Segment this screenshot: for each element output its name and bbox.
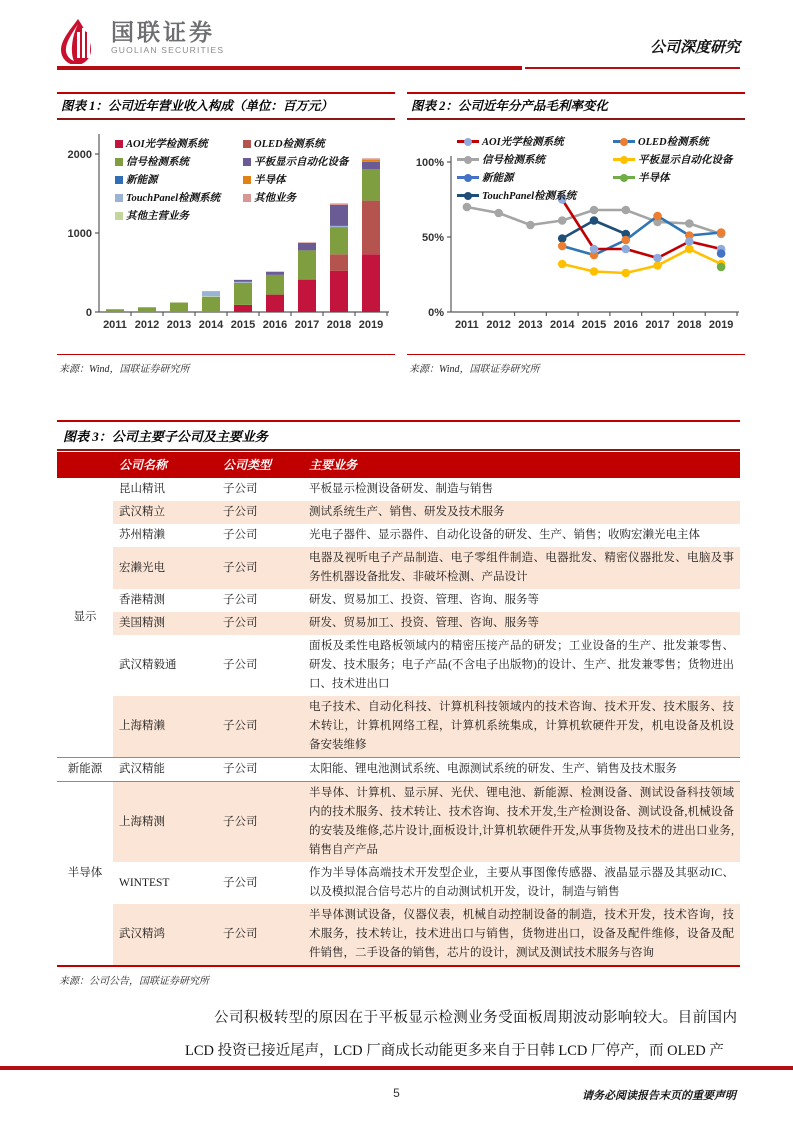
svg-text:0: 0 [85,307,92,319]
figure2-box [407,92,745,377]
company-name-cell: 苏州精濑 [119,529,165,541]
legend-item: 新能源 [457,170,603,185]
company-type-cell: 子公司 [217,547,303,589]
legend-item: OLED检测系统 [243,136,349,151]
figure2-legend [457,134,733,203]
body-paragraph: 公司积极转型的原因在于平板显示检测业务受面板周期波动影响较大。目前国内LCD 投资已接近尾声，LCD 厂商成长动能更多来自于日韩 LCD 厂停产，而 OLED 产 [185,1010,737,1059]
legend-item: OLED检测系统 [613,134,733,149]
legend-item: 其他主营业务 [115,208,233,223]
figure1-title: 图表 1：公司近年营业收入构成（单位：百万元） [57,92,395,120]
business-cell: 半导体测试设备，仪器仪表，机械自动控制设备的制造，技术开发，技术咨询，技术服务，技术转让，技术进出口与销售，货物进出口，设备及配件维修，设备及配件销售，二手设备的销售，芯片的设计，测试及测试技术服务与咨询 [303,904,740,966]
table-row [57,635,740,696]
brand-name-cn: 国联证券 [111,19,215,45]
legend-item: 半导体 [243,172,349,187]
guolian-logo-icon [57,18,103,64]
table-row [57,547,740,589]
company-type-cell: 子公司 [223,594,258,606]
company-name-cell: 武汉精毅通 [119,659,177,671]
legend-item: 新能源 [115,172,233,187]
company-name-cell: 上海精测 [113,782,217,863]
legend-color-chip [115,158,123,166]
legend-line-marker [457,191,479,200]
table-row [57,904,740,966]
svg-text:2013: 2013 [518,319,543,331]
figure1-box [57,92,395,377]
figure2-source: 来源：Wind，国联证券研究所 [407,354,745,377]
footer-disclaimer: 请务必阅读报告末页的重要声明 [582,1090,736,1102]
legend-color-chip [243,176,251,184]
company-type-cell: 子公司 [217,696,303,758]
svg-text:2000: 2000 [67,149,92,161]
figure2-chart [407,120,745,354]
business-cell: 平板显示检测设备研发、制造与销售 [309,483,493,495]
svg-text:2015: 2015 [230,319,256,331]
company-type-cell: 子公司 [217,501,303,524]
business-cell: 研发、贸易加工、投资、管理、咨询、服务等 [309,594,539,606]
footer-rule [0,1066,793,1070]
svg-text:2017: 2017 [645,319,670,331]
legend-color-chip [115,194,123,202]
business-cell: 半导体、计算机、显示屏、光伏、锂电池、新能源、检测设备、测试设备科技领域内的技术服务、技术转让、技术咨询、技术开发,生产检测设备、测试设备,机械设备的安装及维修,芯片设计,面板设计,计算机软硬件开发,从事货物及技术的进出口业务,销售自产产品 [303,782,740,863]
legend-line-marker [613,137,635,146]
svg-text:0%: 0% [428,307,444,319]
company-name-cell: 昆山精讯 [119,483,165,495]
legend-item: 半导体 [613,170,733,185]
business-cell: 作为半导体高端技术开发型企业，主要从事图像传感器、液晶显示器及其驱动IC、以及模拟混合信号芯片的自动测试机开发，设计，制造与销售 [309,867,734,898]
svg-text:100%: 100% [415,157,444,169]
business-cell: 太阳能、锂电池测试系统、电源测试系统的研发、生产、销售及技术服务 [303,758,740,782]
col-header-business: 主要业务 [303,452,740,478]
svg-text:2017: 2017 [294,319,320,331]
business-cell: 测试系统生产、销售、研发及技术服务 [303,501,740,524]
svg-text:2014: 2014 [198,319,224,331]
svg-text:2013: 2013 [166,319,192,331]
svg-text:50%: 50% [421,232,444,244]
company-name-cell: WINTEST [119,876,170,889]
legend-item: 信号检测系统 [115,154,233,169]
table-row [57,589,740,612]
group-label-cell: 新能源 [57,758,113,782]
legend-line-marker [457,137,479,146]
table-row [57,758,740,782]
company-name-cell: 上海精濑 [113,696,217,758]
legend-color-chip [243,158,251,166]
company-name-cell: 美国精测 [113,612,217,635]
figure1-legend [115,136,349,223]
company-type-cell: 子公司 [217,904,303,966]
col-header-type: 公司类型 [217,452,303,478]
company-name-cell: 武汉精立 [113,501,217,524]
svg-text:2018: 2018 [677,319,702,331]
figure3-box [57,420,740,987]
svg-text:2012: 2012 [134,319,160,331]
table-row [57,696,740,758]
company-type-cell: 子公司 [223,483,258,495]
company-type-cell: 子公司 [223,659,258,671]
legend-line-marker [613,173,635,182]
page-number: 5 [393,1086,400,1100]
report-type-label: 公司深度研究 [649,40,740,56]
svg-text:2018: 2018 [326,319,352,331]
legend-color-chip [243,140,251,148]
legend-line-marker [613,155,635,164]
svg-text:2014: 2014 [549,319,575,331]
legend-line-marker [457,155,479,164]
legend-line-marker [457,173,479,182]
svg-text:2019: 2019 [708,319,734,331]
figure3-title: 图表 3：公司主要子公司及主要业务 [57,420,740,451]
legend-color-chip [115,212,123,220]
company-name-cell: 香港精测 [119,594,165,606]
subsidiaries-table [57,452,740,967]
svg-text:2011: 2011 [454,319,479,331]
legend-item: TouchPanel检测系统 [457,188,603,203]
table-row [57,524,740,547]
svg-text:2015: 2015 [581,319,607,331]
figure1-chart [57,120,395,354]
svg-text:2016: 2016 [613,319,639,331]
business-cell: 面板及柔性电路板领域内的精密压接产品的研发；工业设备的生产、批发兼零售、研发、技术服务；电子产品(不含电子出版物)的设计、生产、批发兼零售；货物进出口、技术进出口 [309,640,734,690]
company-name-cell: 武汉精鸿 [113,904,217,966]
legend-color-chip [115,140,123,148]
legend-item: 其他业务 [243,190,349,205]
company-type-cell: 子公司 [217,782,303,863]
legend-item: AOI光学检测系统 [115,136,233,151]
legend-item: TouchPanel检测系统 [115,190,233,205]
company-type-cell: 子公司 [217,612,303,635]
business-cell: 研发、贸易加工、投资、管理、咨询、服务等 [303,612,740,635]
company-name-cell: 宏濑光电 [113,547,217,589]
business-cell: 电器及视听电子产品制造、电子零组件制造、电器批发、精密仪器批发、电脑及事务性机器设备批发、非破坏检测、产品设计 [303,547,740,589]
group-label-cell: 半导体 [57,782,113,967]
legend-color-chip [243,194,251,202]
svg-text:2016: 2016 [262,319,288,331]
company-type-cell: 子公司 [223,529,258,541]
table-row [57,478,740,501]
group-label-cell: 显示 [57,478,113,758]
brand-block [111,19,224,55]
legend-item: AOI光学检测系统 [457,134,603,149]
col-header-company: 公司名称 [113,452,217,478]
figure3-source: 来源：公司公告，国联证券研究所 [59,976,209,987]
figure2-title: 图表 2：公司近年分产品毛利率变化 [407,92,745,120]
table-row [57,501,740,524]
legend-item: 信号检测系统 [457,152,603,167]
table-row [57,862,740,904]
business-cell: 电子技术、自动化科技、计算机科技领域内的技术咨询、技术开发、技术服务、技术转让，计算机网络工程，计算机系统集成，计算机软硬件开发，机电设备及机设备安装维修 [303,696,740,758]
business-cell: 光电子器件、显示器件、自动化设备的研发、生产、销售；收购宏濑光电主体 [309,529,700,541]
company-name-cell: 武汉精能 [113,758,217,782]
table-row [57,782,740,863]
group-header-cell [57,452,113,478]
company-type-cell: 子公司 [217,758,303,782]
legend-color-chip [115,176,123,184]
svg-text:2011: 2011 [103,319,127,331]
svg-text:2019: 2019 [358,319,384,331]
legend-item: 平板显示自动化设备 [613,152,733,167]
company-type-cell: 子公司 [223,876,258,889]
table-header-row [57,452,740,478]
svg-text:2012: 2012 [486,319,511,331]
header-rule [57,66,740,70]
figure1-source: 来源：Wind，国联证券研究所 [57,354,395,377]
page-header [57,16,740,64]
svg-text:1000: 1000 [67,228,92,240]
legend-item: 平板显示自动化设备 [243,154,349,169]
brand-name-en: GUOLIAN SECURITIES [111,45,225,55]
table-row [57,612,740,635]
